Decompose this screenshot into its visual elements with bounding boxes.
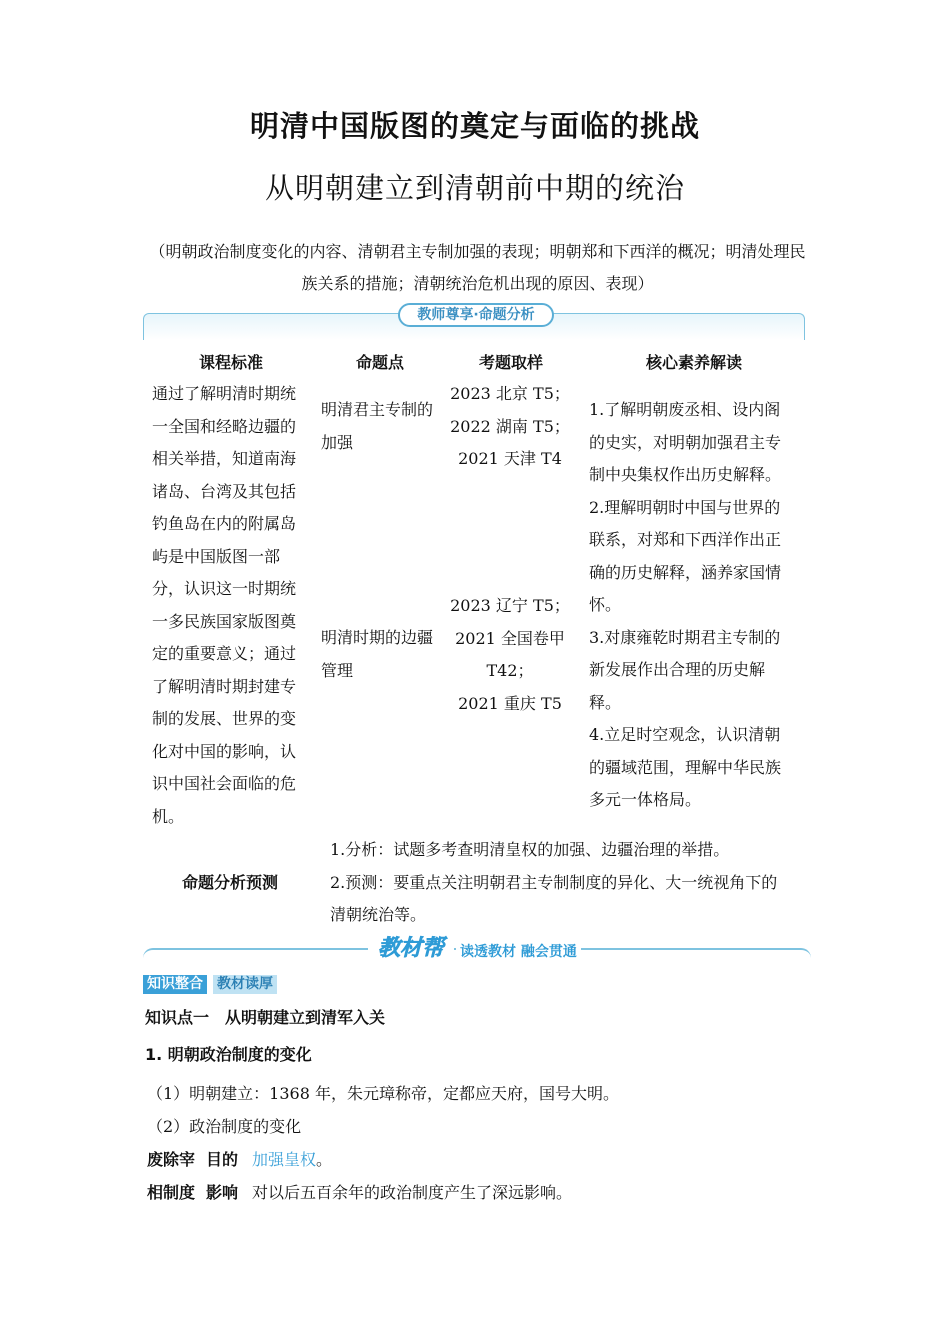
purpose-end: 。	[316, 1150, 333, 1169]
knowledge-point-heading: 知识点一 从明朝建立到清军入关	[145, 1008, 386, 1027]
literacy-line: 释。	[589, 692, 622, 712]
influence-row	[206, 1180, 572, 1203]
prediction-cell	[330, 834, 800, 932]
page-title: 明清中国版图的奠定与面临的挑战	[249, 109, 700, 143]
standard-line: 通过了解明清时期统	[152, 384, 297, 403]
standard-cell	[152, 378, 306, 833]
standard-line: 了解明清时期封建专	[152, 676, 297, 696]
literacy-line: 联系，对郑和下西洋作出正	[589, 530, 782, 549]
standard-line: 定的重要意义；通过	[152, 644, 297, 663]
standard-line: 一多民族国家版图奠	[152, 611, 297, 631]
header-literacy: 核心素养解读	[645, 353, 742, 372]
standard-line: 机。	[152, 806, 185, 826]
literacy-line: 4.立足时空观念，认识清朝	[589, 725, 781, 744]
prediction-label: 命题分析预测	[182, 873, 279, 892]
standard-line: 一全国和经略边疆的	[152, 416, 297, 436]
prediction-line: 清朝统治等。	[330, 905, 427, 924]
point-cell-2	[321, 622, 443, 687]
literacy-line: 的史实，对明朝加强君主专	[589, 432, 782, 452]
literacy-line: 的疆域范围，理解中华民族	[589, 757, 782, 777]
standard-line: 识中国社会面临的危	[152, 774, 297, 793]
standard-line: 制的发展、世界的变	[152, 709, 297, 728]
standard-line: 化对中国的影响，认	[152, 741, 297, 761]
literacy-line: 制中央集权作出历史解释。	[589, 465, 782, 484]
sample-line: 2021 重庆 T5	[458, 693, 562, 713]
literacy-line: 3.对康雍乾时期君主专制的	[589, 627, 781, 647]
sample-line: 2021 全国卷甲	[455, 628, 565, 648]
page-subtitle: 从明朝建立到清朝前中期的统治	[264, 171, 685, 205]
prediction-line: 2.预测：要重点关注明朝君主专制制度的异化、大一统视角下的	[330, 872, 778, 892]
sample-line: 2023 北京 T5；	[450, 384, 570, 403]
teacher-banner	[143, 307, 805, 340]
influence-key: 影响	[206, 1183, 239, 1202]
literacy-line: 1.了解明朝废丞相、设内阁	[589, 400, 781, 419]
textbook-slogan: 读透教材 融会贯通	[456, 941, 581, 961]
tag-read: 教材读厚	[213, 975, 277, 994]
point-cell-1	[321, 394, 443, 459]
sample-line: 2021 天津 T4	[458, 449, 562, 468]
sample-line: T42；	[486, 661, 534, 680]
standard-line: 诸岛、台湾及其包括	[152, 481, 297, 501]
samples-cell-2	[450, 590, 570, 720]
section-heading: 1. 明朝政治制度的变化	[145, 1045, 312, 1064]
row-label-text: 废除宰	[147, 1150, 196, 1169]
tag-integrate: 知识整合	[143, 975, 207, 994]
samples-cell-1	[450, 378, 570, 476]
point-line: 明清时期的边疆	[321, 628, 434, 647]
row-label	[147, 1147, 195, 1170]
point-line: 明清君主专制的	[321, 400, 434, 419]
sample-line: 2023 辽宁 T5；	[450, 596, 570, 615]
banner-label: 教师尊享·命题分析	[398, 303, 554, 327]
literacy-line: 多元一体格局。	[589, 790, 702, 809]
literacy-line: 怀。	[589, 595, 622, 614]
scope-note: （明朝政治制度变化的内容、清朝君主专制加强的表现；明朝郑和下西洋的概况；明清处理民族关系的措施；清朝统治危机出现的原因、表现）	[149, 242, 806, 293]
purpose-value: 加强皇权	[252, 1150, 317, 1169]
prediction-line: 1.分析：试题多考查明清皇权的加强、边疆治理的举措。	[330, 840, 730, 859]
paragraph: （1）明朝建立：1368 年，朱元璋称帝，定都应天府，国号大明。	[147, 1084, 619, 1103]
literacy-line: 2.理解明朝时中国与世界的	[589, 497, 781, 517]
header-standard: 课程标准	[198, 353, 263, 372]
point-line: 管理	[321, 660, 354, 680]
literacy-line: 确的历史解释，涵养家国情	[589, 562, 782, 582]
standard-line: 相关举措，知道南海	[152, 449, 297, 468]
purpose-row	[206, 1147, 332, 1170]
row-label-text: 相制度	[147, 1183, 196, 1202]
standard-line: 分，认识这一时期统	[152, 579, 297, 598]
row-label	[147, 1180, 195, 1203]
header-samples: 考题取样	[478, 353, 543, 372]
point-line: 加强	[321, 432, 354, 452]
influence-value: 对以后五百余年的政治制度产生了深远影响。	[252, 1183, 573, 1202]
sample-line: 2022 湖南 T5；	[450, 416, 570, 436]
purpose-key: 目的	[206, 1150, 239, 1169]
standard-line: 屿是中国版图一部	[152, 546, 281, 566]
literacy-line: 新发展作出合理的历史解	[589, 660, 766, 679]
paragraph: （2）政治制度的变化	[147, 1117, 302, 1136]
header-point: 命题点	[355, 353, 404, 372]
textbook-logo: 教材帮	[368, 936, 454, 962]
literacy-cell	[589, 394, 799, 817]
standard-line: 钓鱼岛在内的附属岛	[152, 514, 297, 533]
